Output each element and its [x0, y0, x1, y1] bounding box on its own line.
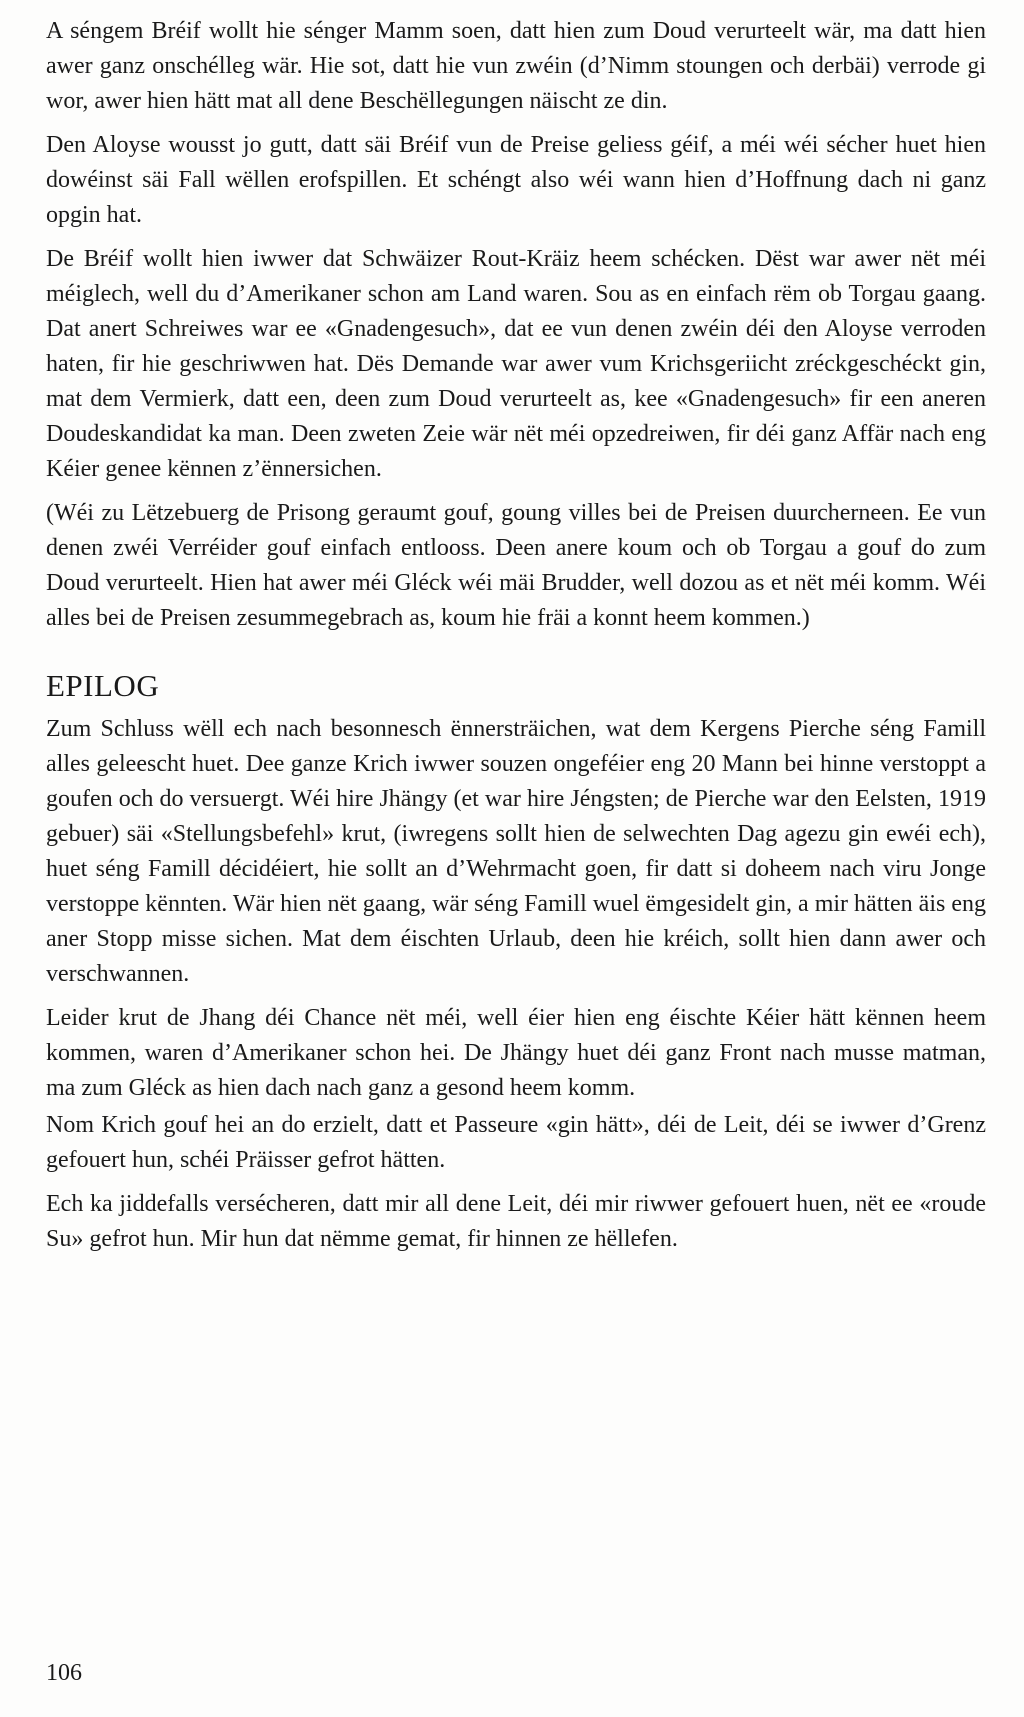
paragraph-roude-su: Ech ka jiddefalls versécheren, datt mir all dene Leit, déi mir riwwer gefouert huen, nët ee «roude Su» gefrot hun. Mir hun dat nëmme gemat, fir hinnen ze hëllefen. [46, 1191, 986, 1252]
paragraph-jhang-chance: Leider krut de Jhang déi Chance nët méi, well éier hien eng éischte Kéier hätt kënnen heem kommen, waren d’Amerikaner schon hei. De Jhängy huet déi ganz Front nach musse matman, ma zum Gléck as hien dach nach ganz a gesond heem komm. [46, 1005, 986, 1101]
paragraph-letter-to-mother: A séngem Bréif wollt hie sénger Mamm soen, datt hien zum Doud verurteelt wär, ma datt hien awer ganz onschélleg wär. Hie sot, datt hie vun zwéin (d’Nimm stoungen och derbäi) verrode gi wor, awer hien hätt mat all dene Beschëllegungen näischt ze din. [46, 18, 986, 114]
paragraph-passeure: Nom Krich gouf hei an do erzielt, datt et Passeure «gin hätt», déi de Leit, déi se iwwer d’Grenz gefouert hun, schéi Präisser gefrot hätten. [46, 1112, 986, 1173]
page-number: 106 [46, 1660, 82, 1686]
page-body [46, 14, 986, 1266]
paragraph-red-cross-letter: De Bréif wollt hien iwwer dat Schwäizer Rout-Kräiz heem schécken. Dëst war awer nët méi méiglech, well du d’Amerikaner schon am Land waren. Sou as en einfach rëm ob Torgau gaang. Dat anert Schreiwes war ee «Gnadengesuch», dat ee vun denen zwéin déi den Aloyse verroden haten, fir hie geschriwwen hat. Dës Demande war awer vum Krichsgeriicht zréckgeschéckt gin, mat dem Vermierk, datt een, deen zum Doud verurteelt as, kee «Gnadengesuch» fir een aneren Doudeskandidat ka man. Deen zweten Zeie wär nët méi opzedreiwen, fir déi ganz Affär nach eng Kéier genee kënnen z’ënnersichen. [46, 246, 986, 482]
paragraph-aloyse-hope: Den Aloyse wousst jo gutt, datt säi Bréif vun de Preise geliess géif, a méi wéi sécher huet hien dowéinst säi Fall wëllen erofspillen. Et schéngt also wéi wann hien d’Hoffnung dach ni ganz opgin hat. [46, 132, 986, 228]
paragraph-prison-cleared: (Wéi zu Lëtzebuerg de Prisong geraumt gouf, goung villes bei de Preisen duurcherneen. Ee vun denen zwéi Verréider gouf einfach entlooss. Deen anere koum och ob Torgau a gouf do zum Doud verurteelt. Hien hat awer méi Gléck wéi mäi Brudder, well dozou as et nët méi komm. Wéi alles bei de Preisen zesummegebrach as, koum hie fräi a konnt heem kommen.) [46, 500, 986, 631]
paragraph-kergens-family: Zum Schluss wëll ech nach besonnesch ënnersträichen, wat dem Kergens Pierche séng Famill alles geleescht huet. Dee ganze Krich iwwer souzen ongeféier eng 20 Mann bei hinne verstoppt a goufen och do versuergt. Wéi hire Jhängy (et war hire Jéngsten; de Pierche war den Eelsten, 1919 gebuer) säi «Stellungsbefehl» krut, (iwregens sollt hien de selwechten Dag agezu gin ewéi ech), huet séng Famill décidéiert, hie sollt an d’Wehrmacht goen, fir datt si doheem nach viru Jonge verstoppe kënnten. Wär hien nët gaang, wär séng Famill wuel ëmgesidelt gin, a mir hätten äis eng aner Stopp misse sichen. Mat dem éischten Urlaub, deen hie kréich, sollt hien dann awer och verschwannen. [46, 716, 986, 987]
section-heading-epilog: EPILOG [46, 668, 160, 703]
